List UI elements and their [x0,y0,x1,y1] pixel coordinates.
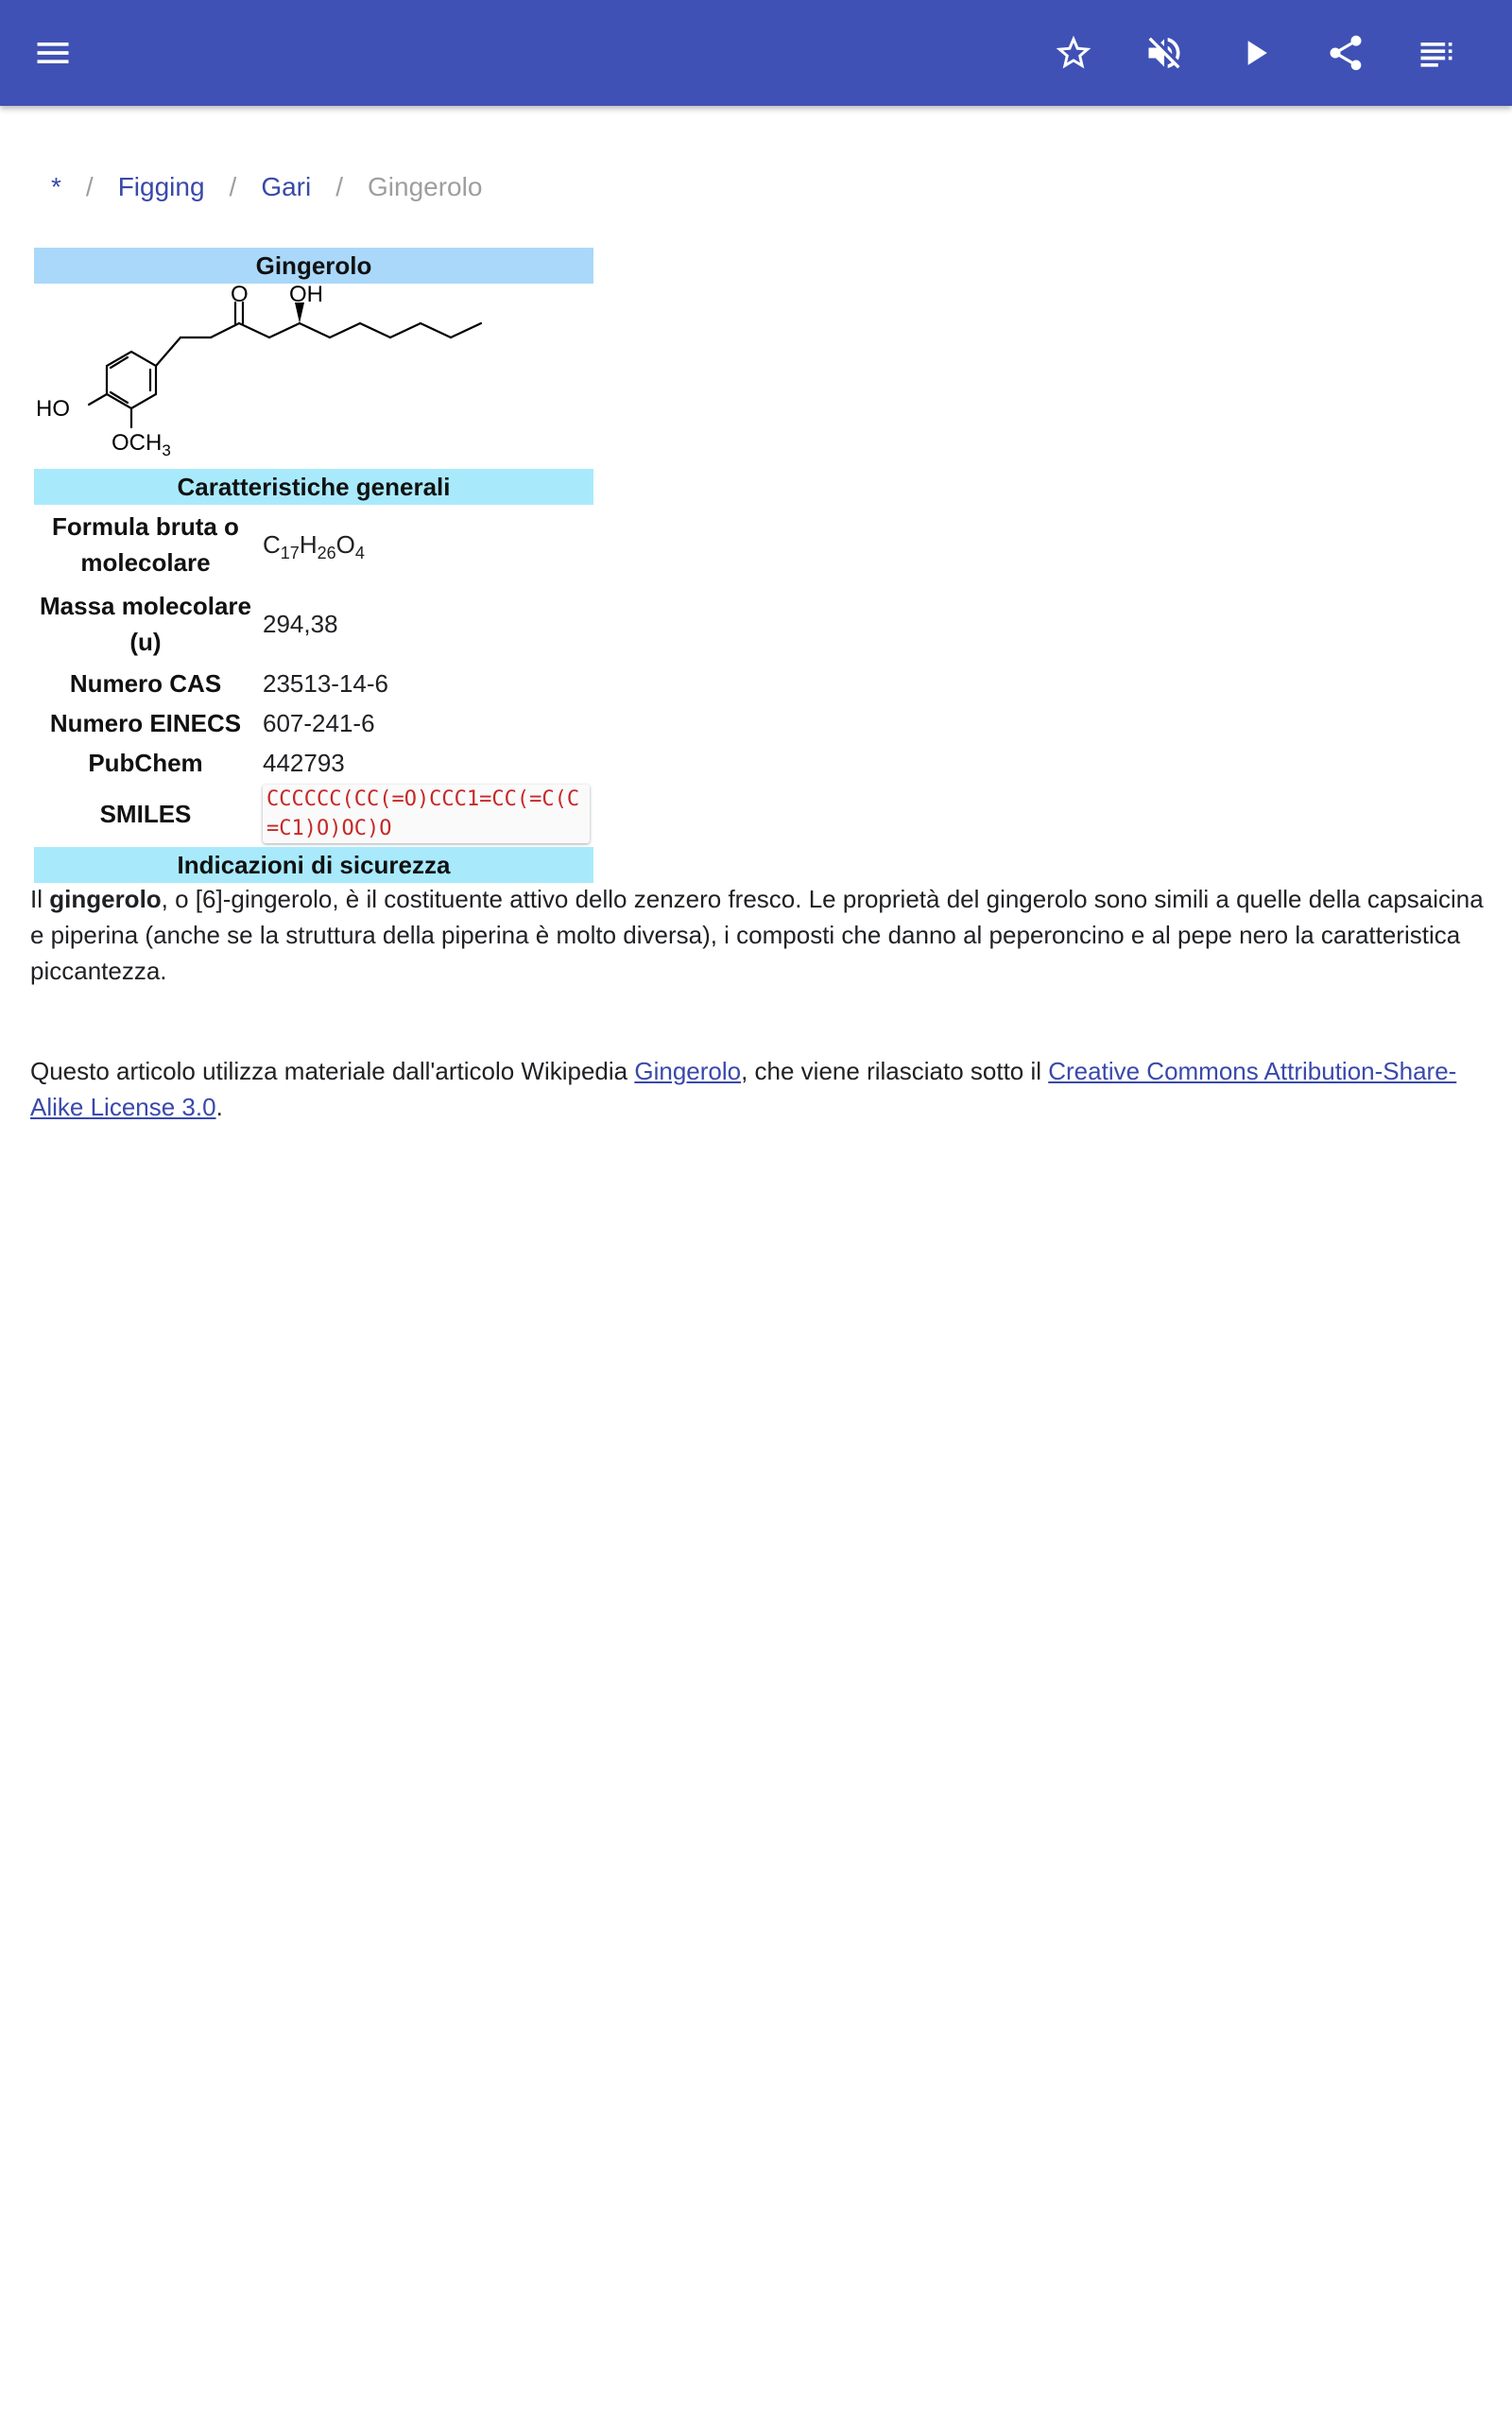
phenol-label: HO [36,396,70,422]
methoxy-label: $OCH_3$ [112,430,171,459]
formula-value: $C_{17}H_{26}O_4$ [263,530,365,562]
breadcrumb [51,166,482,208]
formula-label: Formula bruta o molecolare [52,512,239,577]
row-einecs [34,703,593,743]
breadcrumb-current: Gingerolo [368,172,483,201]
play-button[interactable] [1228,26,1281,79]
favorite-button[interactable] [1047,26,1100,79]
row-smiles [34,783,593,847]
contents-button[interactable] [1410,26,1463,79]
intro-paragraph: Il gingerolo, o [6]-gingerolo, è il costituente attivo dello zenzero fresco. Le proprietà del gingerolo sono simili a quelle della capsaicina e piperina (anche se la struttura della piperina è molto diversa), i composti che danno al peperoncino e al pepe nero la caratteristica piccantezza. [30,885,1484,985]
structure-image [34,284,593,469]
row-cas [34,664,593,703]
breadcrumb-separator: / [229,172,237,201]
volume-off-icon [1143,32,1185,74]
cas-label: Numero CAS [69,669,222,698]
cas-value: 23513-14-6 [263,669,388,698]
license-link[interactable]: Creative Commons Attribution-Share-Alike License 3.0 [30,1057,1457,1121]
star-outline-icon [1053,32,1094,74]
einecs-label: Numero EINECS [49,709,242,737]
breadcrumb-item-gari[interactable]: Gari [261,172,312,201]
row-formula [34,505,593,584]
pubchem-value: 442793 [263,749,345,777]
smiles-label: SMILES [99,800,192,828]
menu-icon [32,32,74,74]
section-general-header: Caratteristiche generali [34,469,593,505]
app-bar [0,0,1512,106]
intro-term: gingerolo [49,885,162,913]
infobox-title: Gingerolo [34,248,593,284]
row-mass [34,584,593,664]
hydroxyl-label: OH [289,284,323,307]
menu-button[interactable] [26,26,79,79]
breadcrumb-separator: / [335,172,343,201]
einecs-value: 607-241-6 [263,709,375,737]
wikipedia-article-link[interactable]: Gingerolo [634,1057,742,1085]
gingerol-structure-diagram [34,284,593,469]
mass-value: 294,38 [263,610,338,638]
article-body [30,881,1486,1125]
ketone-oxygen-label: O [231,284,249,307]
share-button[interactable] [1319,26,1372,79]
smiles-value[interactable]: CCCCCC(CC(=O)CCC1=CC(=C(C=C1)O)OC)O [263,785,590,843]
mute-button[interactable] [1138,26,1191,79]
playlist-icon [1416,32,1457,74]
pubchem-label: PubChem [88,749,203,777]
infobox [34,248,593,883]
breadcrumb-separator: / [85,172,94,201]
section-safety-header[interactable]: Indicazioni di sicurezza [34,847,593,883]
play-icon [1234,32,1276,74]
mass-label: Massa molecolare (u) [40,592,252,656]
breadcrumb-item-figging[interactable]: Figging [117,172,205,201]
breadcrumb-item-home[interactable]: * [51,172,61,201]
attribution-paragraph: Questo articolo utilizza materiale dall'articolo Wikipedia Gingerolo, che viene rilasciato sotto il Creative Commons Attribution-Share-Alike License 3.0. [30,1057,1457,1121]
share-icon [1325,32,1366,74]
row-pubchem [34,743,593,783]
